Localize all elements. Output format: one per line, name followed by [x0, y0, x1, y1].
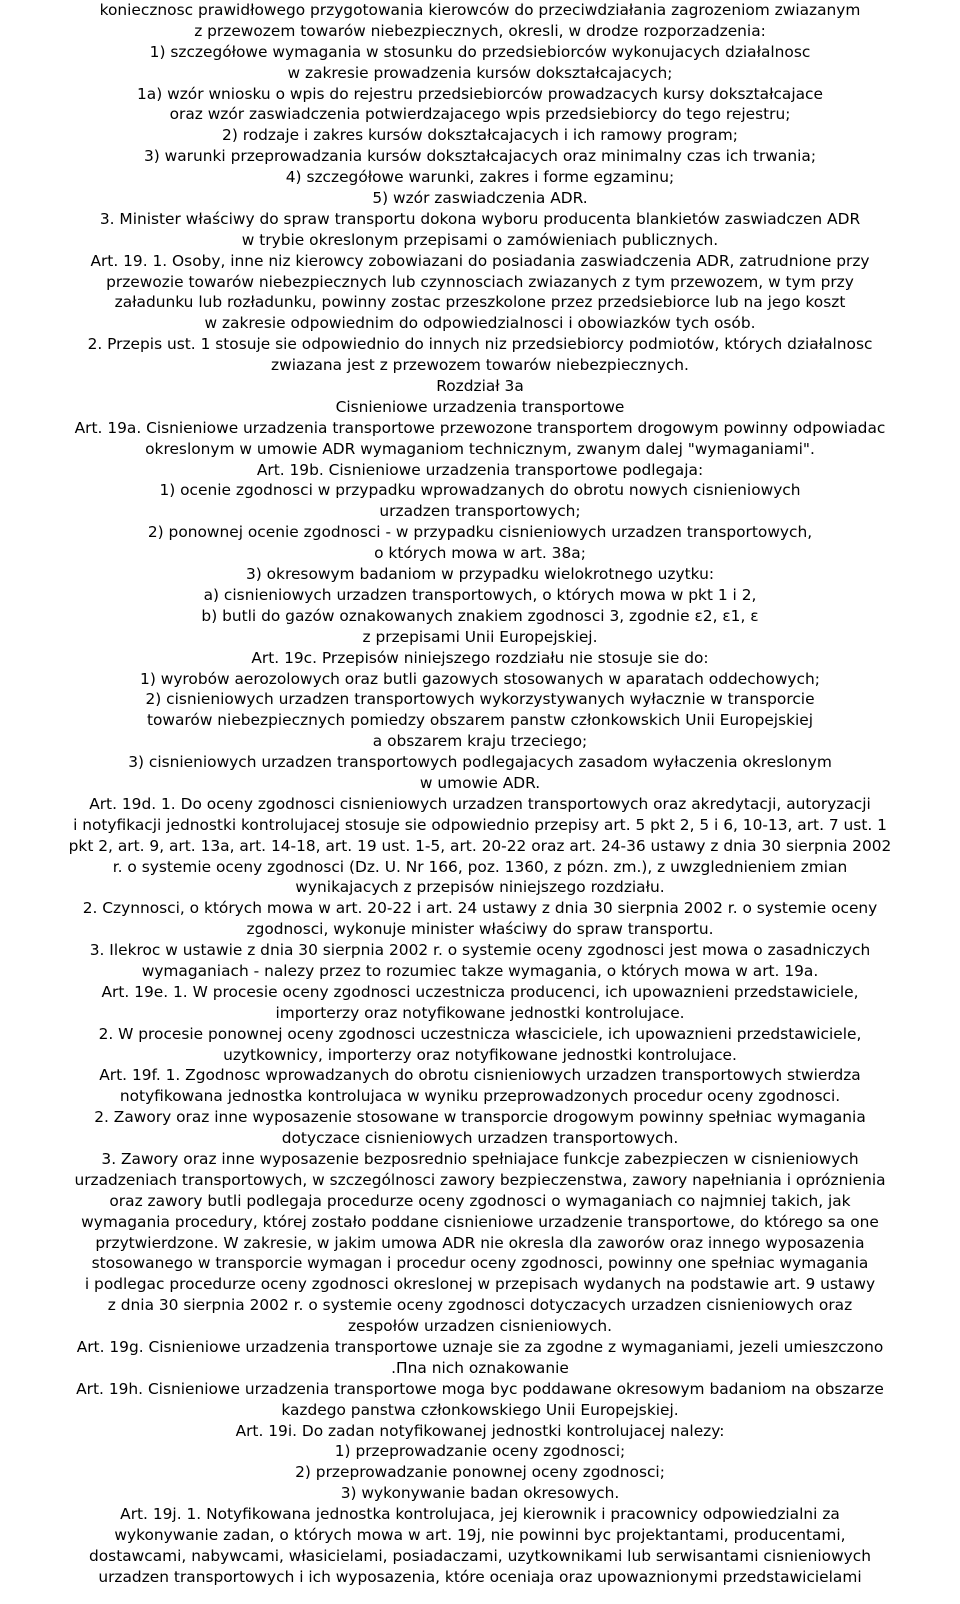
- text-line: 2) cisnieniowych urzadzen transportowych wykorzystywanych wyłacznie w transporcie: [145, 690, 815, 709]
- text-line: wynikajacych z przepisów niniejszego rozdziału.: [295, 878, 665, 897]
- text-line: 2. Zawory oraz inne wyposazenie stosowane w transporcie drogowym powinny spełniac wymagania: [94, 1108, 866, 1127]
- text-line: pkt 2, art. 9, art. 13a, art. 14-18, art. 19 ust. 1-5, art. 20-22 oraz art. 24-36 ustawy z dnia 30 sierpnia 2002: [68, 836, 892, 855]
- text-line: 3. Ilekroc w ustawie z dnia 30 sierpnia 2002 r. o systemie oceny zgodnosci jest mowa o zasadniczych: [89, 941, 871, 960]
- text-line: o których mowa w art. 38a;: [374, 544, 586, 563]
- text-line: zwiazana jest z przewozem towarów niebezpiecznych.: [271, 356, 689, 375]
- text-line: 1) przeprowadzanie oceny zgodnosci;: [334, 1442, 626, 1461]
- text-line: 3) wykonywanie badan okresowych.: [340, 1484, 620, 1503]
- text-line: 3) warunki przeprowadzania kursów dokształcajacych oraz minimalny czas ich trwania;: [143, 147, 817, 166]
- text-line: Art. 19h. Cisnieniowe urzadzenia transportowe moga byc poddawane okresowym badaniom na obszarze: [76, 1379, 884, 1398]
- text-line: 1) ocenie zgodnosci w przypadku wprowadzanych do obrotu nowych cisnieniowych: [159, 481, 801, 500]
- text-line: z przewozem towarów niebezpiecznych, okresli, w drodze rozporzadzenia:: [194, 21, 766, 40]
- text-line: a obszarem kraju trzeciego;: [372, 732, 588, 751]
- text-line: 5) wzór zaswiadczenia ADR.: [372, 189, 588, 208]
- text-line: notyfikowana jednostka kontrolujaca w wyniku przeprowadzonych procedur oceny zgodnosci.: [119, 1087, 841, 1106]
- text-line: Art. 19. 1. Osoby, inne niz kierowcy zobowiazani do posiadania zaswiadczenia ADR, zatrudnione przy: [90, 251, 870, 270]
- text-line: 1a) wzór wniosku o wpis do rejestru przedsiebiorców prowadzacych kursy dokształcajace: [137, 84, 823, 103]
- text-line: Art. 19d. 1. Do oceny zgodnosci cisnieniowych urzadzen transportowych oraz akredytacji, autoryzacji: [89, 794, 871, 813]
- text-line: Art. 19b. Cisnieniowe urzadzenia transportowe podlegaja:: [256, 460, 704, 479]
- text-line: 3. Minister właściwy do spraw transportu dokona wyboru producenta blankietów zaswiadczen ADR: [99, 209, 861, 228]
- text-line: Art. 19i. Do zadan notyfikowanej jednostki kontrolujacej nalezy:: [235, 1421, 725, 1440]
- text-line: 2. Przepis ust. 1 stosuje sie odpowiednio do innych niz przedsiebiorcy podmiotów, których działalnosc: [87, 335, 873, 354]
- text-line: Art. 19a. Cisnieniowe urzadzenia transportowe przewozone transportem drogowym powinny odpowiadac: [74, 418, 886, 437]
- text-line: 3) cisnieniowych urzadzen transportowych podlegajacych zasadom wyłaczenia okreslonym: [128, 753, 832, 772]
- text-line: w umowie ADR.: [419, 773, 541, 792]
- text-line: urzadzeniach transportowych, w szczególnosci zawory bezpieczenstwa, zawory napełniania i opróznienia: [74, 1170, 886, 1189]
- text-line: zespołów urzadzen cisnieniowych.: [347, 1317, 613, 1336]
- text-line: oraz wzór zaswiadczenia potwierdzajacego wpis przedsiebiorcy do tego rejestru;: [169, 105, 791, 124]
- text-line: 2) rodzaje i zakres kursów dokształcajacych i ich ramowy program;: [222, 126, 738, 145]
- text-line: Art. 19f. 1. Zgodnosc wprowadzanych do obrotu cisnieniowych urzadzen transportowych stwierdza: [99, 1066, 861, 1085]
- text-line: a) cisnieniowych urzadzen transportowych, o których mowa w pkt 1 i 2,: [203, 585, 757, 604]
- text-line: okreslonym w umowie ADR wymaganiom technicznym, zwanym dalej "wymaganiami".: [145, 439, 815, 458]
- text-line: z przepisami Unii Europejskiej.: [362, 627, 598, 646]
- text-line: w trybie okreslonym przepisami o zamówieniach publicznych.: [241, 230, 719, 249]
- text-line: Art. 19g. Cisnieniowe urzadzenia transportowe uznaje sie za zgodne z wymaganiami, jezeli umieszczono: [76, 1338, 884, 1356]
- text-line: 1) szczegółowe wymagania w stosunku do przedsiebiorców wykonujacych działalnosc: [149, 42, 811, 61]
- text-line: towarów niebezpiecznych pomiedzy obszarem panstw członkowskich Unii Europejskiej: [146, 711, 814, 730]
- text-line: 4) szczegółowe warunki, zakres i forme egzaminu;: [285, 168, 675, 187]
- text-line: Rozdział 3a: [436, 377, 524, 396]
- text-line: przewozie towarów niebezpiecznych lub czynnosciach zwiazanych z tym przewozem, w tym przy: [106, 272, 854, 291]
- text-line: i notyfikacji jednostki kontrolujacej stosuje sie odpowiednio przepisy art. 5 pkt 2, 5 i 6, 10-13, art. 7 ust. 1: [73, 815, 887, 834]
- text-line: .Πna nich oznakowanie: [391, 1358, 569, 1377]
- text-line: i podlegac procedurze oceny zgodnosci okreslonej w przepisach wydanych na podstawie art. 9 ustawy: [84, 1275, 876, 1294]
- text-line: w zakresie odpowiednim do odpowiedzialnosci i obowiazków tych osób.: [204, 314, 756, 333]
- text-line: urzadzen transportowych;: [379, 502, 581, 521]
- text-line: 3. Zawory oraz inne wyposazenie bezposrednio spełniajace funkcje zabezpieczen w cisnieniowych: [101, 1149, 859, 1168]
- text-line: koniecznosc prawidłowego przygotowania kierowców do przeciwdziałania zagrozeniom zwiazanym: [99, 1, 861, 19]
- text-line: 2. W procesie ponownej oceny zgodnosci uczestnicza własciciele, ich upowaznieni przedstawiciele,: [98, 1024, 862, 1043]
- text-line: wykonywanie zadan, o których mowa w art. 19j, nie powinni byc projektantami, producentami,: [114, 1526, 846, 1545]
- text-line: dostawcami, nabywcami, własicielami, posiadaczami, uzytkownikami lub serwisantami cisnieniowych: [88, 1546, 871, 1565]
- text-line: Cisnieniowe urzadzenia transportowe: [335, 397, 625, 416]
- text-line: zgodnosci, wykonuje minister właściwy do spraw transportu.: [246, 920, 714, 939]
- text-line: Art. 19c. Przepisów niniejszego rozdziału nie stosuje sie do:: [251, 648, 709, 667]
- text-line: importerzy oraz notyfikowane jednostki kontrolujace.: [275, 1003, 685, 1022]
- text-line: wymaganiach - nalezy przez to rozumiec takze wymagania, o których mowa w art. 19a.: [141, 961, 819, 980]
- text-line: załadunku lub rozładunku, powinny zostac przeszkolone przez przedsiebiorce lub na jego koszt: [114, 293, 846, 312]
- text-line: z dnia 30 sierpnia 2002 r. o systemie oceny zgodnosci dotyczacych urzadzen cisnieniowych oraz: [107, 1296, 853, 1315]
- text-line: r. o systemie oceny zgodnosci (Dz. U. Nr 166, poz. 1360, z pózn. zm.), z uwzglednieniem zmian: [112, 857, 848, 876]
- text-line: b) butli do gazów oznakowanych znakiem zgodnosci 3, zgodnie ε2, ε1, ε: [201, 606, 759, 625]
- text-line: kazdego panstwa członkowskiego Unii Europejskiej.: [281, 1400, 679, 1419]
- text-line: przytwierdzone. W zakresie, w jakim umowa ADR nie okresla dla zaworów oraz innego wyposazenia: [95, 1233, 865, 1252]
- text-line: Art. 19e. 1. W procesie oceny zgodnosci uczestnicza producenci, ich upowaznieni przedstawiciele,: [101, 982, 859, 1001]
- text-line: 2) ponownej ocenie zgodnosci - w przypadku cisnieniowych urzadzen transportowych,: [147, 523, 813, 542]
- text-line: oraz zawory butli podlegaja procedurze oceny zgodnosci o wymaganiach co najmniej takich, jak: [109, 1191, 851, 1210]
- text-line: 2) przeprowadzanie ponownej oceny zgodnosci;: [295, 1463, 665, 1482]
- text-line: 3) okresowym badaniom w przypadku wielokrotnego uzytku:: [245, 565, 715, 584]
- text-line: urzadzen transportowych i ich wyposazenia, które oceniaja oraz upowaznionymi przedstawicielami: [98, 1567, 862, 1586]
- text-line: 2. Czynnosci, o których mowa w art. 20-22 i art. 24 ustawy z dnia 30 sierpnia 2002 r. o systemie oceny: [82, 899, 878, 918]
- text-line: dotyczace cisnieniowych urzadzen transportowych.: [281, 1129, 679, 1148]
- text-line: 1) wyrobów aerozolowych oraz butli gazowych stosowanych w aparatach oddechowych;: [140, 669, 820, 688]
- text-line: uzytkownicy, importerzy oraz notyfikowane jednostki kontrolujace.: [223, 1045, 737, 1064]
- text-line: w zakresie prowadzenia kursów dokształcajacych;: [287, 63, 673, 82]
- text-line: wymagania procedury, której zostało poddane cisnieniowe urzadzenie transportowe, do którego sa one: [81, 1212, 879, 1231]
- text-line: Art. 19j. 1. Notyfikowana jednostka kontrolujaca, jej kierownik i pracownicy odpowiedzialni za: [120, 1505, 840, 1524]
- text-line: stosowanego w transporcie wymagan i procedur oceny zgodnosci, powinny one spełniac wymagania: [91, 1254, 869, 1273]
